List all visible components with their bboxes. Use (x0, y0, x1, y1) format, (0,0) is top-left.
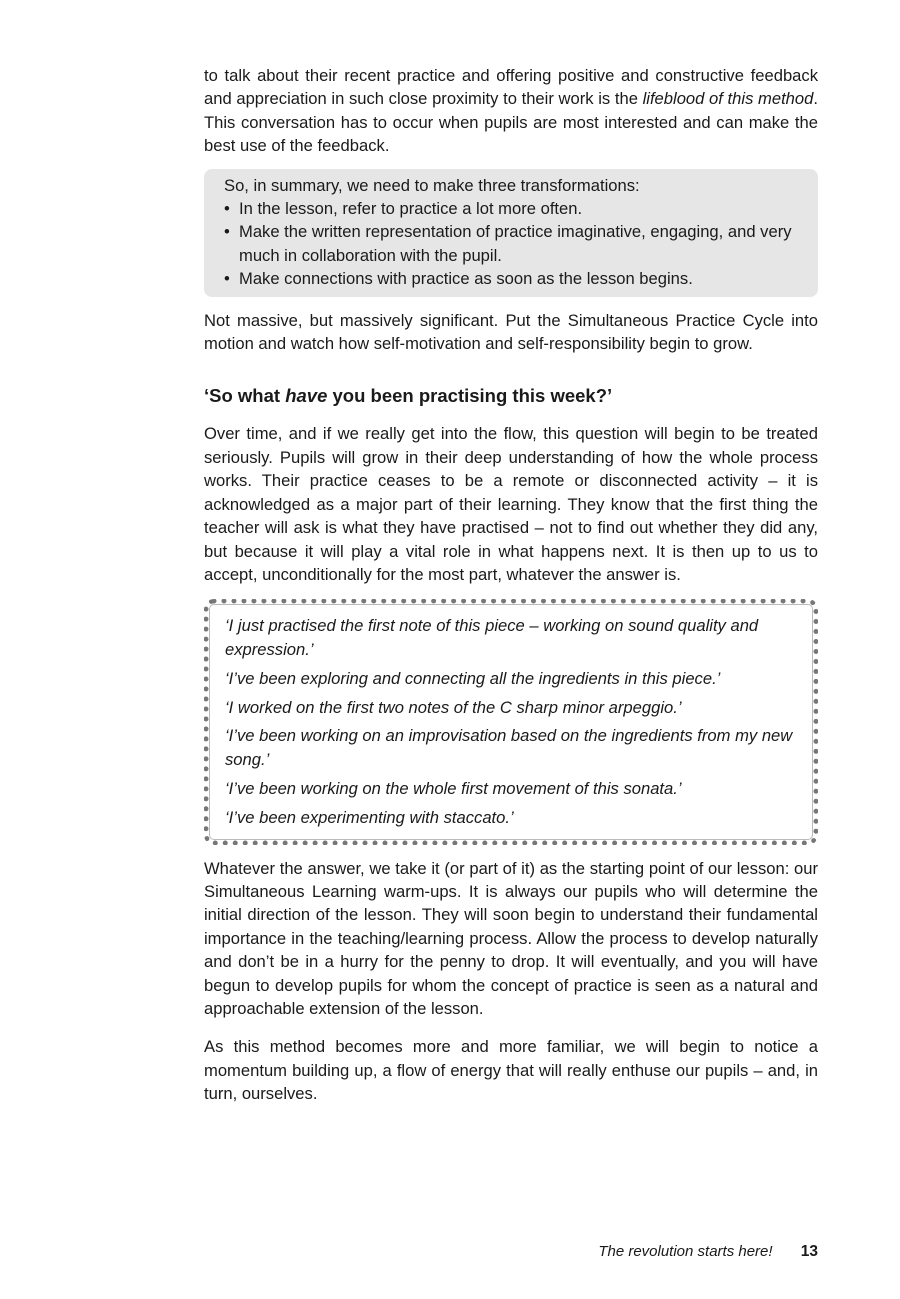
page-number: 13 (800, 1243, 818, 1260)
summary-box (204, 169, 818, 297)
emphasis-lifeblood: lifeblood of this method (642, 89, 814, 109)
paragraph-1: to talk about their recent practice and offering positive and constructive feedback and appreciation in such close proximity to their work is the lifeblood of this method. This conversation has to occur when pupils are most interested and can make the best use of the feedback. (204, 66, 818, 156)
quote-item: ‘I’ve been experimenting with staccato.’ (225, 807, 514, 827)
summary-bullet: • In the lesson, refer to practice a lot more often. (224, 197, 798, 220)
paragraph-5: As this method becomes more and more familiar, we will begin to notice a momentum building up, a flow of energy that will really enthuse our pupils – and, in turn, ourselves. (204, 1037, 818, 1104)
section-heading: ‘So what have you been practising this week?’ (204, 385, 613, 407)
running-title: The revolution starts here! (598, 1243, 773, 1260)
quote-item: ‘I’ve been working on an improvisation based on the ingredients from my new song.’ (225, 726, 793, 769)
quote-item: ‘I just practised the first note of this piece – working on sound quality and expression.’ (225, 616, 759, 659)
summary-bullet: • Make the written representation of practice imaginative, engaging, and very much in collaboration with the pupil. (224, 220, 798, 267)
paragraph-3: Over time, and if we really get into the flow, this question will begin to be treated seriously. Pupils will grow in their deep understanding of how the whole process works. Their practice ceases to be a remote or disconnected activity – it is acknowledged as a major part of their learning. They know that the first thing the teacher will ask is what they have practised – not to find out whether they did any, but because it will play a vital role in what happens next. It is then up to us to accept, unconditionally for the most part, whatever the answer is. (204, 424, 818, 584)
summary-list (224, 197, 798, 291)
quote-item: ‘I’ve been exploring and connecting all the ingredients in this piece.’ (225, 668, 721, 688)
quote-item: ‘I’ve been working on the whole first movement of this sonata.’ (225, 778, 682, 798)
summary-bullet: • Make connections with practice as soon as the lesson begins. (224, 267, 798, 290)
quotes-box (204, 599, 818, 844)
quote-item: ‘I worked on the first two notes of the C sharp minor arpeggio.’ (225, 697, 682, 717)
paragraph-4: Whatever the answer, we take it (or part of it) as the starting point of our lesson: our Simultaneous Learning warm-ups. It is always our pupils who will determine the initial direction of the lesson. They will soon begin to understand their fundamental importance in the teaching/learning process. Allow the process to develop naturally and don’t be in a hurry for the penny to drop. It will eventually, and you will have begun to develop pupils for whom the concept of practice is seen as a natural and approachable extension of the lesson. (204, 858, 818, 1018)
paragraph-2: Not massive, but massively significant. Put the Simultaneous Practice Cycle into motion and watch how self-motivation and self-responsibility begin to grow. (204, 310, 818, 354)
page-footer (598, 1243, 818, 1261)
page-body (204, 64, 818, 1106)
summary-intro: So, in summary, we need to make three transformations: (224, 175, 640, 195)
